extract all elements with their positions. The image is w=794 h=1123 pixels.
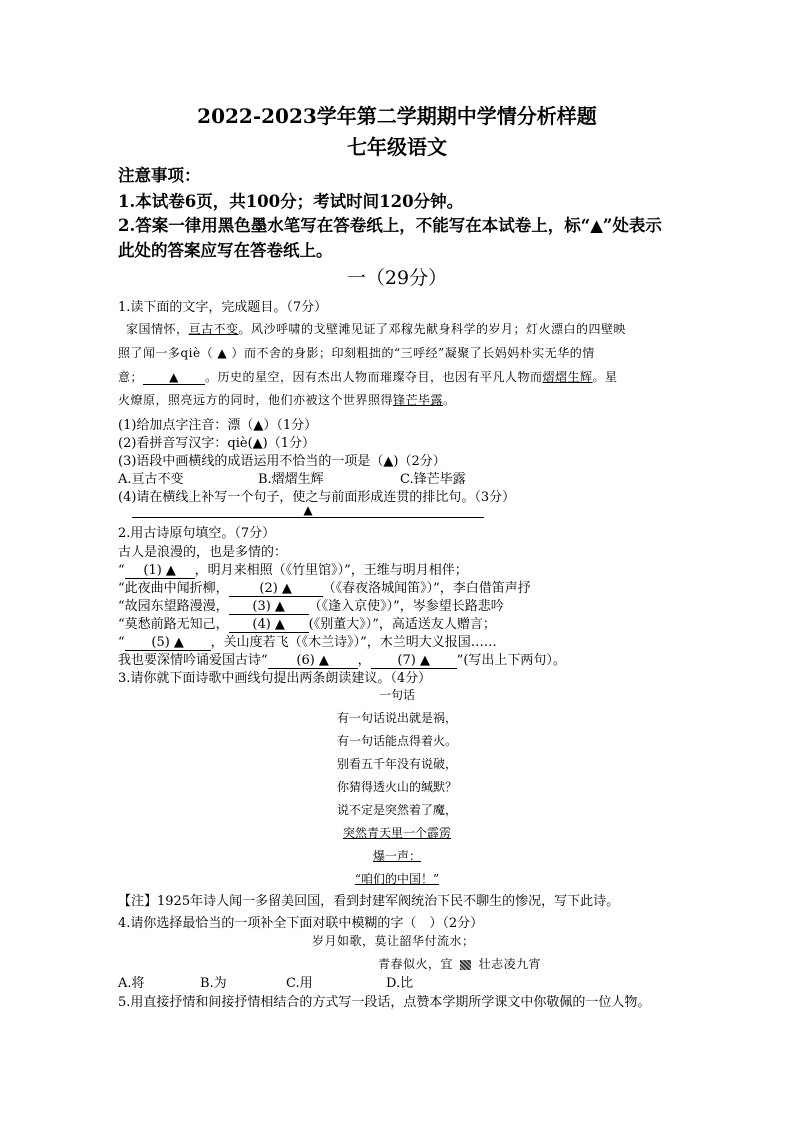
q1-passage-line-4 xyxy=(118,391,456,408)
section-1-heading: 一（29分） xyxy=(346,267,448,289)
q2-line-6 xyxy=(118,649,566,669)
poem-underlined-line-2 xyxy=(0,847,794,864)
q1-p3-text-d: 。星 xyxy=(592,370,618,384)
q2-l3-rest: （《逢入京使》）”，岑参望长路悲吟 xyxy=(308,599,504,614)
q4-option-c: C.用 xyxy=(286,976,313,991)
idiom-gugu: 亘古不变 xyxy=(188,322,239,336)
poem-line-4: 你猜得透火山的缄默？ xyxy=(336,780,457,794)
q2-line-1 xyxy=(118,559,468,579)
q2-intro: 古人是浪漫的，也是多情的： xyxy=(118,545,288,560)
q2-l6-rest: ”(写出上下两句）。 xyxy=(456,653,566,668)
notes-line-2b: 此处的答案应写在答卷纸上。 xyxy=(118,241,333,260)
q1-passage-line-1 xyxy=(126,320,626,337)
q2-prompt: 2.用古诗原句填空。（7分） xyxy=(118,526,276,541)
poem-line-1: 有一句话说出就是祸， xyxy=(336,711,457,725)
q1-sub-3: (3)语段中画横线的成语运用不恰当的一项是（▲)（2分） xyxy=(118,454,446,469)
q2-l2-open: “此夜曲中闻折柳， xyxy=(118,581,229,596)
couplet-line-1: 岁月如歌，莫让韶华付流水； xyxy=(312,934,475,948)
q2-l1-open: “ xyxy=(118,563,125,578)
q1-sub-1: (1)给加点字注音：漂（▲）（1分） xyxy=(118,418,318,433)
q2-l4-rest: (《别董大》）”，高适送友人赠言； xyxy=(308,617,496,632)
exam-subtitle: 七年级语文 xyxy=(347,135,447,159)
q2-l5-open: “ xyxy=(118,635,125,650)
q2-l4-open: “莫愁前路无知己， xyxy=(118,617,229,632)
q3-note: 【注】1925年诗人闻一多留美回国，看到封建军阀统治下民不聊生的惨况，写下此诗。 xyxy=(118,894,620,909)
q1-p3-text-a: 意； xyxy=(118,370,144,384)
q1-option-c: C.锋芒毕露 xyxy=(400,472,466,487)
blank-6[interactable]: (6) ▲ xyxy=(268,653,358,669)
blank-2[interactable]: (2) ▲ xyxy=(229,581,323,597)
poem-ul-1-text: 突然青天里一个霹雳 xyxy=(342,826,451,840)
q2-l2-rest: （《春夜洛城闻笛》）”，李白借笛声抒 xyxy=(322,581,531,596)
poem-ul-2-text: 爆一声： xyxy=(372,849,421,863)
q2-line-2 xyxy=(118,577,531,597)
q1-sub-4: (4)请在横线上补写一个句子，使之与前面形成连贯的排比句。（3分） xyxy=(118,490,516,505)
couplet-2-text-b: 壮志凌九宵 xyxy=(478,957,542,971)
q1-sentence-blank[interactable]: ▲ xyxy=(143,370,205,385)
blank-1[interactable]: (1) ▲ xyxy=(125,563,195,579)
q1-prompt: 1.读下面的文字，完成题目。（7分） xyxy=(118,300,328,315)
blank-3[interactable]: (3) ▲ xyxy=(229,599,309,615)
q1-sub4-answer-line[interactable]: ▲ xyxy=(132,503,484,518)
q1-option-a: A.亘古不变 xyxy=(118,472,184,487)
blurred-char-icon xyxy=(460,960,471,970)
blank-7[interactable]: (7) ▲ xyxy=(371,653,457,669)
blank-5[interactable]: (5) ▲ xyxy=(125,635,211,651)
q3-prompt: 3.请你就下面诗歌中画线句提出两条朗读建议。（4分） xyxy=(118,671,432,686)
poem-line-2: 有一句话能点得着火。 xyxy=(336,734,457,748)
q4-prompt: 4.请你选择最恰当的一项补全下面对联中模糊的字（ ）（2分） xyxy=(118,916,484,931)
q1-p4-text-c: 。 xyxy=(443,393,456,407)
notes-line-1: 1.本试卷6页，共100分；考试时间120分钟。 xyxy=(118,192,464,211)
q1-p1-text-c: 。风沙呼啸的戈壁滩见证了邓稼先献身科学的岁月；灯火漂白的四壁映 xyxy=(238,322,627,336)
q1-sub-2: (2)看拼音写汉字：qiè(▲)（1分） xyxy=(118,436,315,451)
notes-heading: 注意事项： xyxy=(118,166,201,185)
q2-line-5 xyxy=(118,631,497,651)
q2-l6-comma: ， xyxy=(357,653,371,668)
poem-title: 一句话 xyxy=(378,688,415,702)
poem-line-3: 别看五千年没有说破， xyxy=(336,757,457,771)
exam-title: 2022-2023学年第二学期期中学情分析样题 xyxy=(197,104,597,128)
blank-4[interactable]: (4) ▲ xyxy=(229,617,309,633)
q1-passage-line-3 xyxy=(118,368,618,385)
q2-line-4 xyxy=(118,613,496,633)
q4-option-d: D.比 xyxy=(386,976,414,991)
couplet-line-2 xyxy=(378,955,541,972)
poem-ul-3-text: “咱们的中国！” xyxy=(354,872,440,886)
q1-passage-line-2: 照了闻一多qiè（ ▲ ）而不舍的身影；印刻粗拙的“三呼经”凝聚了长妈妈朴实无华的情 xyxy=(118,346,595,360)
q1-option-b: B.熠熠生辉 xyxy=(258,472,324,487)
poem-line-5: 说不定是突然着了魔， xyxy=(336,803,457,817)
q2-l6-open: 我也要深情吟诵爱国古诗“ xyxy=(118,653,268,668)
q1-p4-text-a: 火燎原，照亮远方的同时，他们亦被这个世界照得 xyxy=(118,393,394,407)
couplet-2-text-a: 青春似火，宜 xyxy=(378,957,454,971)
q2-line-3 xyxy=(118,595,504,615)
poem-underlined-line-3 xyxy=(0,870,794,887)
q5-prompt: 5.用直接抒情和间接抒情相结合的方式写一段话，点赞本学期所学课文中你敬佩的一位人物。 xyxy=(118,995,651,1010)
q2-l1-rest: ，明月来相照（《竹里馆》）”，王维与明月相伴； xyxy=(194,563,468,578)
idiom-yiyi: 熠熠生辉 xyxy=(542,370,593,384)
q2-l3-open: “故园东望路漫漫， xyxy=(118,599,229,614)
q4-option-b: B.为 xyxy=(200,976,227,991)
q1-p3-text-b: 。历史的星空，因有杰出人物而璀璨夺目，也因有平凡人物而 xyxy=(205,370,543,384)
notes-line-2a: 2.答案一律用黑色墨水笔写在答卷纸上，不能写在本试卷上，标“▲”处表示 xyxy=(118,216,662,235)
q4-option-a: A.将 xyxy=(118,976,145,991)
idiom-fengmang: 锋芒毕露 xyxy=(393,393,444,407)
poem-underlined-line-1 xyxy=(0,824,794,841)
q2-l5-rest: ，关山度若飞（《木兰诗》）”，木兰明大义报国…… xyxy=(210,635,497,650)
q1-p1-text-a: 家国情怀， xyxy=(126,322,189,336)
